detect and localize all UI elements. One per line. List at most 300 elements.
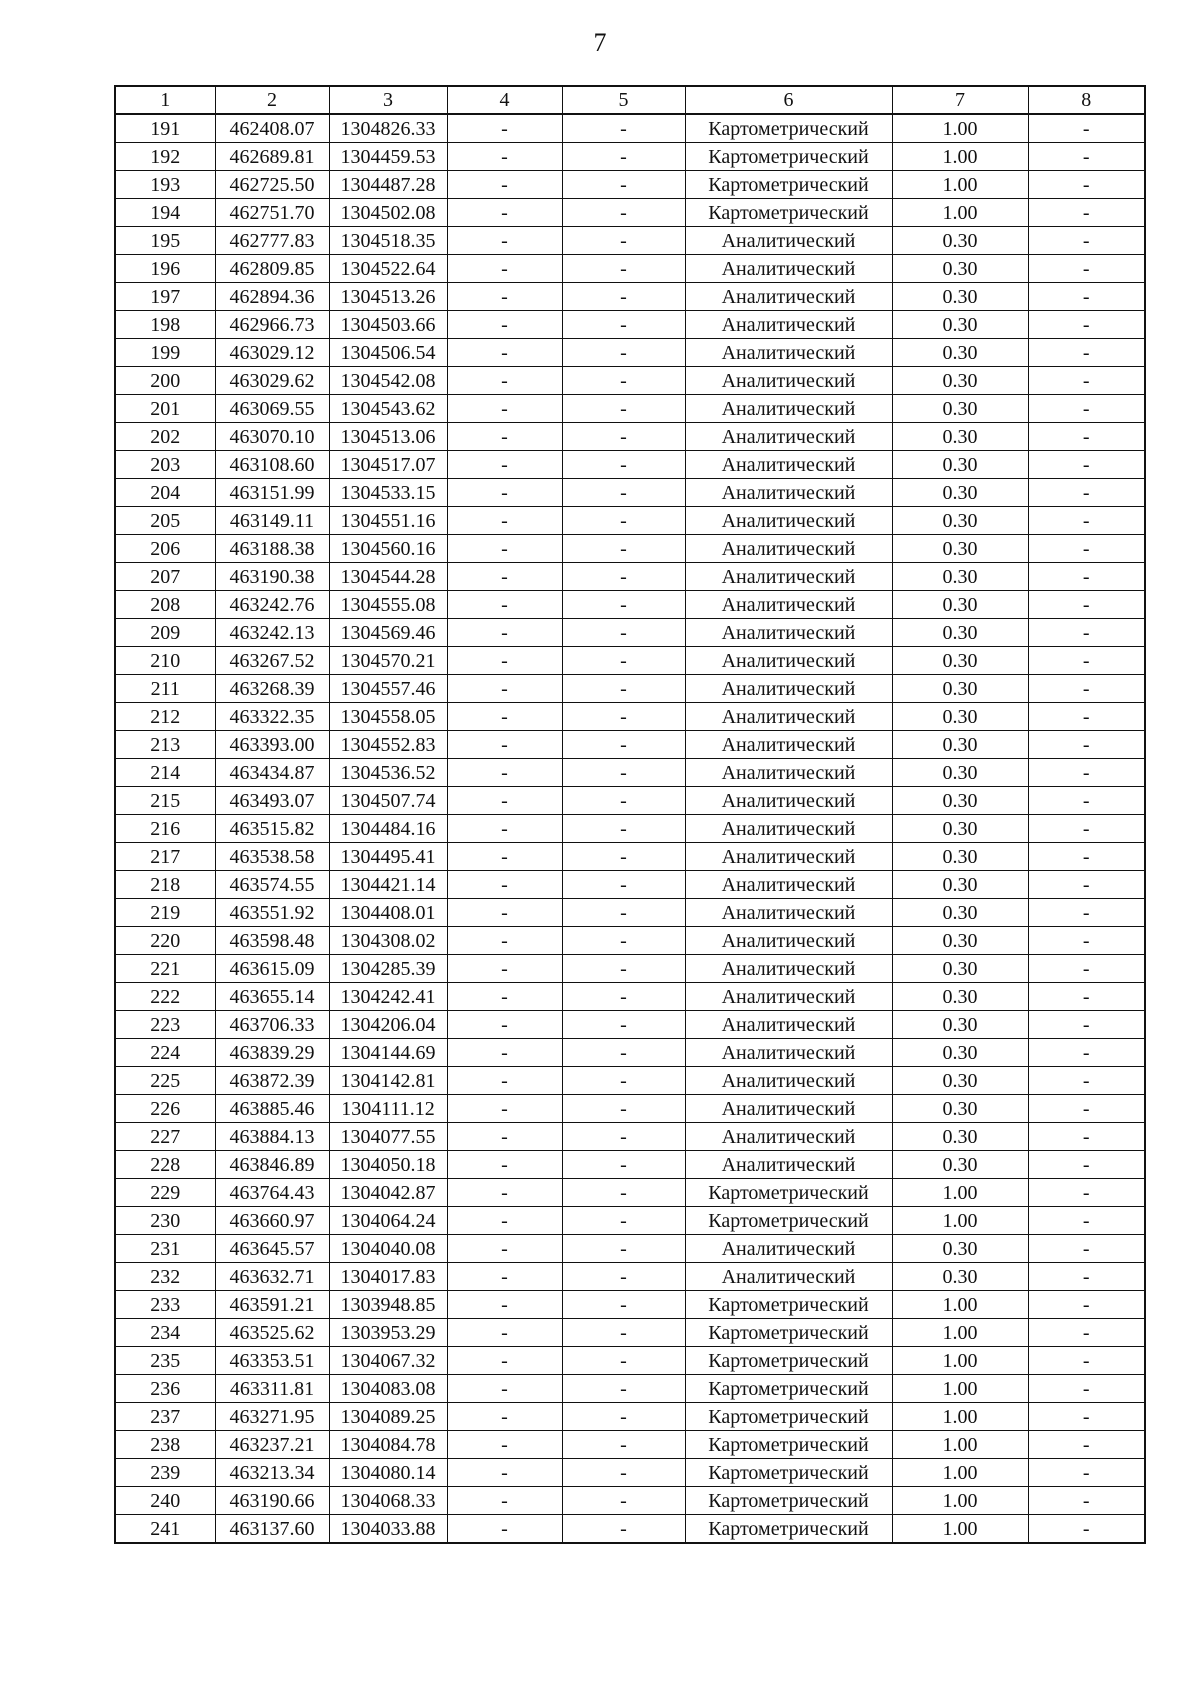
table-row [115,1011,1145,1039]
table-cell-col-1: 241 [115,1515,215,1544]
table-cell-col-6: Аналитический [685,227,892,255]
table-cell-col-2: 463846.89 [215,1151,329,1179]
table-row [115,955,1145,983]
table-cell-col-1: 214 [115,759,215,787]
table-cell-col-5: - [562,703,685,731]
table-row [115,1375,1145,1403]
table-cell-col-2: 463764.43 [215,1179,329,1207]
table-cell-col-8: - [1028,1179,1145,1207]
table-cell-col-5: - [562,843,685,871]
table-cell-col-8: - [1028,199,1145,227]
table-cell-col-6: Аналитический [685,1095,892,1123]
table-cell-col-5: - [562,1347,685,1375]
table-cell-col-2: 463190.66 [215,1487,329,1515]
table-cell-col-5: - [562,1235,685,1263]
table-cell-col-1: 240 [115,1487,215,1515]
table-cell-col-6: Картометрический [685,1207,892,1235]
table-cell-col-4: - [447,1431,562,1459]
table-body [115,114,1145,1543]
table-cell-col-2: 463574.55 [215,871,329,899]
table-cell-col-1: 202 [115,423,215,451]
table-cell-col-4: - [447,619,562,647]
table-cell-col-4: - [447,871,562,899]
table-cell-col-1: 220 [115,927,215,955]
table-cell-col-2: 463070.10 [215,423,329,451]
table-cell-col-1: 222 [115,983,215,1011]
table-cell-col-5: - [562,1487,685,1515]
table-cell-col-8: - [1028,815,1145,843]
table-cell-col-7: 0.30 [892,787,1028,815]
table-cell-col-6: Аналитический [685,675,892,703]
table-cell-col-6: Аналитический [685,367,892,395]
table-cell-col-8: - [1028,311,1145,339]
table-cell-col-8: - [1028,507,1145,535]
table-cell-col-8: - [1028,1011,1145,1039]
table-cell-col-2: 463237.21 [215,1431,329,1459]
table-cell-col-8: - [1028,1039,1145,1067]
table-cell-col-5: - [562,367,685,395]
table-cell-col-5: - [562,1011,685,1039]
table-cell-col-4: - [447,927,562,955]
table-cell-col-4: - [447,143,562,171]
table-cell-col-1: 229 [115,1179,215,1207]
table-cell-col-5: - [562,1403,685,1431]
table-cell-col-1: 239 [115,1459,215,1487]
table-cell-col-6: Картометрический [685,114,892,143]
table-cell-col-6: Аналитический [685,1151,892,1179]
table-cell-col-3: 1304285.39 [329,955,447,983]
table-row [115,227,1145,255]
table-cell-col-5: - [562,1515,685,1544]
table-cell-col-3: 1304506.54 [329,339,447,367]
table-cell-col-3: 1304080.14 [329,1459,447,1487]
table-cell-col-3: 1304089.25 [329,1403,447,1431]
table-cell-col-4: - [447,843,562,871]
table-cell-col-6: Аналитический [685,591,892,619]
table-cell-col-6: Картометрический [685,1319,892,1347]
table-cell-col-3: 1304084.78 [329,1431,447,1459]
table-cell-col-6: Картометрический [685,199,892,227]
table-cell-col-1: 221 [115,955,215,983]
table-cell-col-4: - [447,1151,562,1179]
table-row [115,871,1145,899]
table-cell-col-7: 0.30 [892,367,1028,395]
table-cell-col-2: 463655.14 [215,983,329,1011]
table-cell-col-3: 1304544.28 [329,563,447,591]
table-cell-col-7: 1.00 [892,1207,1028,1235]
table-cell-col-7: 0.30 [892,815,1028,843]
column-header-4: 4 [447,86,562,114]
table-row [115,367,1145,395]
table-cell-col-5: - [562,871,685,899]
table-cell-col-8: - [1028,1487,1145,1515]
table-cell-col-6: Аналитический [685,703,892,731]
table-cell-col-8: - [1028,1431,1145,1459]
table-cell-col-2: 463393.00 [215,731,329,759]
table-cell-col-2: 462725.50 [215,171,329,199]
table-cell-col-1: 233 [115,1291,215,1319]
table-cell-col-2: 463242.13 [215,619,329,647]
table-cell-col-7: 0.30 [892,507,1028,535]
table-cell-col-1: 198 [115,311,215,339]
table-cell-col-8: - [1028,395,1145,423]
table-cell-col-4: - [447,1375,562,1403]
table-cell-col-4: - [447,647,562,675]
table-cell-col-3: 1304144.69 [329,1039,447,1067]
table-cell-col-2: 462689.81 [215,143,329,171]
table-cell-col-4: - [447,1235,562,1263]
table-cell-col-4: - [447,759,562,787]
table-cell-col-5: - [562,1123,685,1151]
table-cell-col-2: 463884.13 [215,1123,329,1151]
table-cell-col-5: - [562,423,685,451]
table-cell-col-6: Картометрический [685,1347,892,1375]
table-cell-col-5: - [562,731,685,759]
table-cell-col-4: - [447,1459,562,1487]
table-cell-col-8: - [1028,1207,1145,1235]
table-cell-col-6: Аналитический [685,1011,892,1039]
table-cell-col-8: - [1028,703,1145,731]
coordinates-table [114,85,1146,1544]
table-row [115,1207,1145,1235]
table-cell-col-6: Аналитический [685,535,892,563]
column-header-5: 5 [562,86,685,114]
table-row [115,619,1145,647]
table-row [115,983,1145,1011]
table-cell-col-7: 0.30 [892,675,1028,703]
table-cell-col-4: - [447,591,562,619]
table-cell-col-6: Аналитический [685,647,892,675]
table-cell-col-3: 1304513.26 [329,283,447,311]
table-cell-col-7: 0.30 [892,619,1028,647]
table-cell-col-6: Аналитический [685,871,892,899]
table-cell-col-8: - [1028,535,1145,563]
table-cell-col-7: 0.30 [892,1123,1028,1151]
table-cell-col-1: 199 [115,339,215,367]
table-cell-col-4: - [447,1039,562,1067]
table-cell-col-2: 463645.57 [215,1235,329,1263]
table-cell-col-4: - [447,1123,562,1151]
table-cell-col-5: - [562,143,685,171]
table-cell-col-8: - [1028,1263,1145,1291]
table-row [115,1347,1145,1375]
table-cell-col-5: - [562,1459,685,1487]
table-cell-col-1: 200 [115,367,215,395]
table-cell-col-3: 1304503.66 [329,311,447,339]
table-cell-col-8: - [1028,423,1145,451]
table-cell-col-8: - [1028,1403,1145,1431]
table-cell-col-5: - [562,1431,685,1459]
table-cell-col-7: 1.00 [892,143,1028,171]
table-cell-col-2: 463538.58 [215,843,329,871]
table-cell-col-5: - [562,955,685,983]
table-cell-col-6: Аналитический [685,815,892,843]
table-cell-col-8: - [1028,759,1145,787]
table-cell-col-1: 209 [115,619,215,647]
table-cell-col-4: - [447,1347,562,1375]
table-cell-col-8: - [1028,171,1145,199]
table-cell-col-2: 463213.34 [215,1459,329,1487]
table-row [115,1123,1145,1151]
table-cell-col-6: Аналитический [685,899,892,927]
table-row [115,171,1145,199]
table-cell-col-7: 1.00 [892,1431,1028,1459]
table-cell-col-4: - [447,1095,562,1123]
table-cell-col-5: - [562,1067,685,1095]
table-cell-col-1: 215 [115,787,215,815]
table-cell-col-4: - [447,1515,562,1544]
table-cell-col-4: - [447,339,562,367]
table-cell-col-3: 1304111.12 [329,1095,447,1123]
table-cell-col-5: - [562,1095,685,1123]
table-cell-col-7: 0.30 [892,759,1028,787]
table-cell-col-2: 463268.39 [215,675,329,703]
table-cell-col-7: 0.30 [892,339,1028,367]
table-cell-col-5: - [562,815,685,843]
table-cell-col-2: 463515.82 [215,815,329,843]
table-cell-col-5: - [562,1039,685,1067]
table-row [115,1515,1145,1544]
table-cell-col-5: - [562,171,685,199]
table-cell-col-4: - [447,199,562,227]
table-cell-col-2: 463493.07 [215,787,329,815]
table-cell-col-3: 1304040.08 [329,1235,447,1263]
table-cell-col-8: - [1028,479,1145,507]
table-cell-col-6: Аналитический [685,507,892,535]
table-cell-col-8: - [1028,367,1145,395]
table-cell-col-1: 237 [115,1403,215,1431]
table-row [115,1067,1145,1095]
table-cell-col-7: 0.30 [892,871,1028,899]
table-cell-col-7: 0.30 [892,1235,1028,1263]
table-cell-col-4: - [447,787,562,815]
table-cell-col-5: - [562,1319,685,1347]
table-cell-col-7: 0.30 [892,1263,1028,1291]
table-cell-col-3: 1304242.41 [329,983,447,1011]
table-cell-col-8: - [1028,983,1145,1011]
table-row [115,114,1145,143]
table-row [115,815,1145,843]
table-cell-col-7: 0.30 [892,843,1028,871]
table-cell-col-8: - [1028,143,1145,171]
table-cell-col-6: Аналитический [685,1123,892,1151]
table-cell-col-2: 463151.99 [215,479,329,507]
table-cell-col-8: - [1028,1067,1145,1095]
table-cell-col-6: Картометрический [685,1431,892,1459]
table-cell-col-3: 1304826.33 [329,114,447,143]
table-cell-col-8: - [1028,1095,1145,1123]
table-row [115,1263,1145,1291]
table-cell-col-2: 462408.07 [215,114,329,143]
table-cell-col-7: 1.00 [892,1179,1028,1207]
table-row [115,339,1145,367]
table-cell-col-7: 0.30 [892,451,1028,479]
table-row [115,563,1145,591]
table-cell-col-5: - [562,283,685,311]
table-row [115,1095,1145,1123]
table-cell-col-2: 463872.39 [215,1067,329,1095]
column-header-7: 7 [892,86,1028,114]
table-cell-col-1: 228 [115,1151,215,1179]
table-cell-col-1: 207 [115,563,215,591]
table-cell-col-1: 196 [115,255,215,283]
table-cell-col-3: 1304308.02 [329,927,447,955]
table-row [115,591,1145,619]
table-row [115,143,1145,171]
table-cell-col-3: 1303953.29 [329,1319,447,1347]
table-cell-col-5: - [562,339,685,367]
table-cell-col-3: 1304570.21 [329,647,447,675]
table-cell-col-3: 1304067.32 [329,1347,447,1375]
table-cell-col-2: 463706.33 [215,1011,329,1039]
column-header-3: 3 [329,86,447,114]
table-cell-col-5: - [562,1291,685,1319]
table-cell-col-8: - [1028,1235,1145,1263]
table-cell-col-1: 205 [115,507,215,535]
table-cell-col-1: 231 [115,1235,215,1263]
table-cell-col-1: 201 [115,395,215,423]
table-cell-col-6: Аналитический [685,423,892,451]
table-cell-col-4: - [447,1011,562,1039]
table-cell-col-3: 1304513.06 [329,423,447,451]
table-cell-col-5: - [562,787,685,815]
table-cell-col-6: Аналитический [685,479,892,507]
table-cell-col-5: - [562,927,685,955]
table-cell-col-1: 236 [115,1375,215,1403]
table-row [115,423,1145,451]
table-row [115,255,1145,283]
table-cell-col-5: - [562,675,685,703]
table-cell-col-6: Аналитический [685,311,892,339]
table-cell-col-2: 462777.83 [215,227,329,255]
table-cell-col-2: 463839.29 [215,1039,329,1067]
table-cell-col-4: - [447,171,562,199]
table-cell-col-3: 1304557.46 [329,675,447,703]
table-cell-col-1: 204 [115,479,215,507]
table-cell-col-2: 463267.52 [215,647,329,675]
table-cell-col-4: - [447,311,562,339]
table-cell-col-1: 203 [115,451,215,479]
table-cell-col-6: Картометрический [685,171,892,199]
table-row [115,1487,1145,1515]
table-cell-col-8: - [1028,927,1145,955]
table-cell-col-1: 211 [115,675,215,703]
table-cell-col-3: 1304068.33 [329,1487,447,1515]
table-cell-col-1: 195 [115,227,215,255]
table-cell-col-4: - [447,1067,562,1095]
table-cell-col-2: 463632.71 [215,1263,329,1291]
table-cell-col-3: 1304042.87 [329,1179,447,1207]
table-cell-col-4: - [447,563,562,591]
table-cell-col-2: 462751.70 [215,199,329,227]
table-cell-col-4: - [447,423,562,451]
table-cell-col-8: - [1028,1291,1145,1319]
table-cell-col-2: 463190.38 [215,563,329,591]
table-cell-col-5: - [562,1207,685,1235]
table-row [115,311,1145,339]
table-cell-col-6: Аналитический [685,451,892,479]
table-row [115,1403,1145,1431]
table-cell-col-8: - [1028,731,1145,759]
table-row [115,451,1145,479]
table-cell-col-2: 463591.21 [215,1291,329,1319]
table-cell-col-8: - [1028,339,1145,367]
table-cell-col-8: - [1028,1123,1145,1151]
table-cell-col-1: 210 [115,647,215,675]
table-cell-col-4: - [447,451,562,479]
table-cell-col-6: Аналитический [685,1263,892,1291]
table-cell-col-1: 206 [115,535,215,563]
table-cell-col-5: - [562,1151,685,1179]
table-cell-col-1: 191 [115,114,215,143]
table-cell-col-6: Аналитический [685,759,892,787]
table-cell-col-8: - [1028,955,1145,983]
table-cell-col-3: 1304050.18 [329,1151,447,1179]
table-cell-col-7: 0.30 [892,647,1028,675]
table-cell-col-6: Картометрический [685,1459,892,1487]
table-cell-col-5: - [562,479,685,507]
table-cell-col-3: 1304555.08 [329,591,447,619]
table-cell-col-6: Аналитический [685,843,892,871]
table-cell-col-2: 463322.35 [215,703,329,731]
table-cell-col-7: 0.30 [892,395,1028,423]
table-cell-col-8: - [1028,1515,1145,1544]
table-cell-col-2: 463137.60 [215,1515,329,1544]
table-cell-col-1: 192 [115,143,215,171]
table-cell-col-5: - [562,535,685,563]
table-cell-col-2: 463615.09 [215,955,329,983]
table-cell-col-7: 1.00 [892,1515,1028,1544]
table-cell-col-8: - [1028,451,1145,479]
table-cell-col-4: - [447,899,562,927]
table-cell-col-6: Аналитический [685,787,892,815]
table-cell-col-1: 235 [115,1347,215,1375]
table-cell-col-7: 0.30 [892,311,1028,339]
table-cell-col-3: 1304552.83 [329,731,447,759]
table-cell-col-7: 1.00 [892,1375,1028,1403]
table-cell-col-6: Аналитический [685,1235,892,1263]
table-cell-col-6: Картометрический [685,1179,892,1207]
table-cell-col-7: 0.30 [892,227,1028,255]
table-cell-col-3: 1304077.55 [329,1123,447,1151]
table-cell-col-8: - [1028,283,1145,311]
table-cell-col-1: 225 [115,1067,215,1095]
table-cell-col-1: 197 [115,283,215,311]
table-cell-col-6: Картометрический [685,1403,892,1431]
table-cell-col-6: Картометрический [685,1291,892,1319]
table-row [115,703,1145,731]
table-cell-col-3: 1304560.16 [329,535,447,563]
table-cell-col-5: - [562,451,685,479]
table-cell-col-7: 1.00 [892,114,1028,143]
table-cell-col-4: - [447,983,562,1011]
table-cell-col-6: Аналитический [685,927,892,955]
table-cell-col-4: - [447,1263,562,1291]
table-cell-col-2: 463271.95 [215,1403,329,1431]
table-row [115,1151,1145,1179]
table-cell-col-4: - [447,367,562,395]
table-cell-col-2: 463029.62 [215,367,329,395]
table-cell-col-4: - [447,114,562,143]
table-cell-col-4: - [447,1207,562,1235]
page-number: 7 [593,28,607,57]
table-cell-col-7: 1.00 [892,1291,1028,1319]
table-cell-col-2: 463885.46 [215,1095,329,1123]
table-cell-col-3: 1304543.62 [329,395,447,423]
table-cell-col-2: 463149.11 [215,507,329,535]
table-cell-col-7: 0.30 [892,423,1028,451]
table-header-row [115,86,1145,114]
